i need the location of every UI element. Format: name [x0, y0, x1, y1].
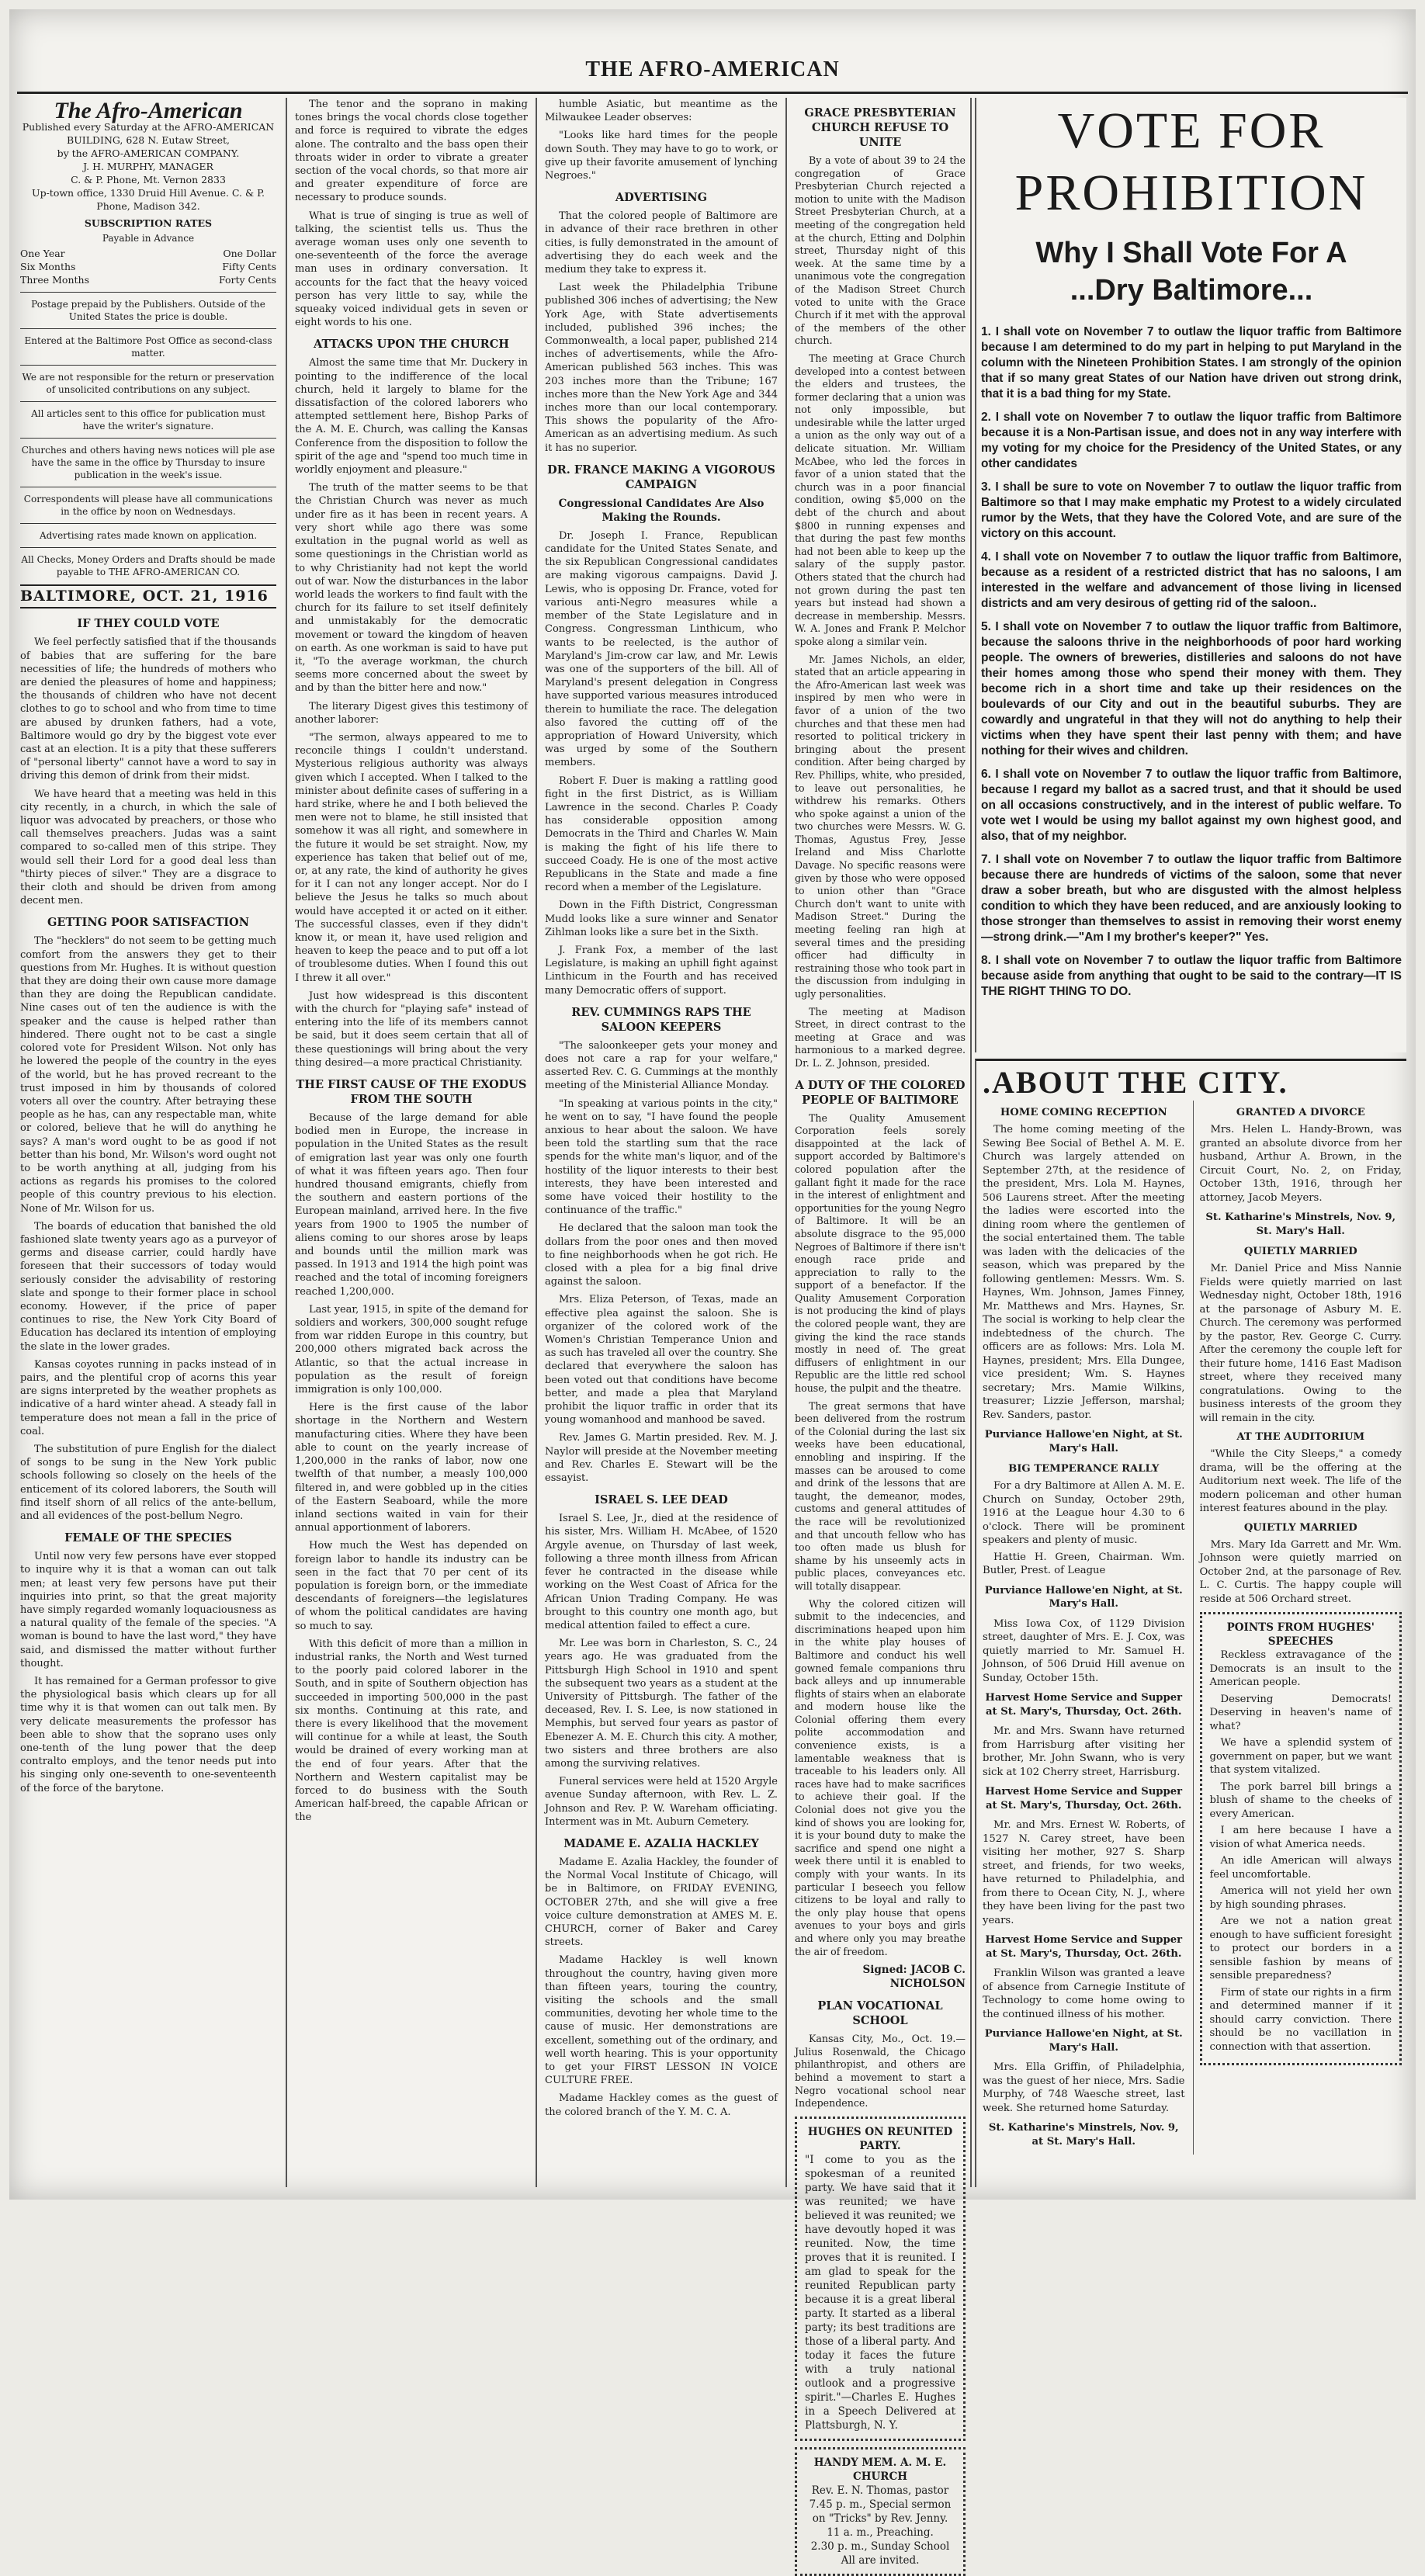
- article-paragraph: Robert F. Duer is making a rattling good fight in the first District, as is William Lawrence in the second. Charles P. Coady has considerable opposition among Democrats in the Third and Charles W. Main is making the fight of his life there to succeed Coady. He is one of the most active Republicans in the State and made a fine record when a member of the Legislature.: [545, 775, 778, 894]
- column-4-articles: [795, 106, 966, 2110]
- masthead-notice: Entered at the Baltimore Post Office as second-class matter.: [24, 335, 272, 359]
- points-box-item: America will not yield her own by high sounding phrases.: [1209, 1885, 1392, 1911]
- rate-price: Fifty Cents: [222, 261, 276, 273]
- top-rule: [17, 92, 1408, 94]
- article-subhead: Congressional Candidates Are Also Making the Rounds.: [558, 497, 765, 524]
- article-paragraph: What is true of singing is true as well of talking, the scientist tells us. Thus the average woman uses only one seventh to one-seventeenth of the force the average man uses in ordinary conversation. It accounts for the fact that the heavy voiced person has very little to say, while the squeaky voiced individual gets in seven or eight words to his one.: [295, 210, 528, 329]
- article-paragraph: "The sermon, always appeared to me to reconcile things I couldn't understand. Mysterious religious authority was always given which I accepted. When I talked to the minister about definite cases of suffering in a hard strike, where he and I both believed the men were not to blame, he still insisted that somehow it was all right, and somewhere in the future it would be set straight. Now, my experience has taken that belief out of me, or, at any rate, the kind of authority he gives for it I can not any longer accept. Nor do I believe the Jesus he talks so much about would have accepted it or acted on it either. The successful classes, even if they didn't know it, or mean it, have used religion and heaven to keep the peace and to put off a lot of troublesome duties. When I found this out I threw it all over.": [295, 731, 528, 984]
- masthead-notice: Advertising rates made known on application.: [39, 530, 258, 542]
- article-headline: FEMALE OF THE SPECIES: [64, 1531, 232, 1545]
- subscription-title: SUBSCRIPTION RATES: [84, 217, 213, 230]
- points-box-item: Deserving Democrats! Deserving in heaven's name of what?: [1209, 1693, 1392, 1732]
- article-paragraph: The Quality Amusement Corporation feels sorely disappointed at the lack of support accorded by Baltimore's colored population after the gallant fight it made for the race in the interest of enlightment and opportunities for the young Negro of Baltimore. It will be an absolute disgrace to the 95,000 Negroes of Baltimore if there isn't enough race pride and appreciation to rally to the support of a benefactor. If the Quality Amusement Corporation is not producing the kind of plays the colored people want, they are giving the kind the race stands mostly in need of. The great diffusers of enlightment in our Republic are the little red school house, the pulpit and the theatre.: [795, 1111, 966, 1395]
- column-divider: [785, 98, 787, 2187]
- article-headline: IF THEY COULD VOTE: [77, 617, 220, 631]
- about-notice: St. Katharine's Minstrels, Nov. 9, St. Mary's Hall.: [1205, 1212, 1396, 1237]
- about-notice: Purviance Hallowe'en Night, at St. Mary's Hall.: [984, 1584, 1183, 1610]
- about-notice: St. Katharine's Minstrels, Nov. 9, at St. Mary's Hall.: [988, 2122, 1179, 2148]
- about-paragraph: Mr. and Mrs. Ernest W. Roberts, of 1527 N. Carey street, have been visiting her mother, 927 S. Sharp street, and friends, for two weeks, have returned to Philadelphia, and from there to Ocean City, N. J., where they have been living for the past two years.: [983, 1819, 1185, 1926]
- article-paragraph: Kansas City, Mo., Oct. 19.—Julius Rosenwald, the Chicago philanthropist, and others are behind a movement to start a Negro vocational school near Independence.: [795, 2033, 966, 2110]
- masthead-line: C. & P. Phone, Mt. Vernon 2833: [71, 174, 226, 186]
- article-paragraph: "Looks like hard times for the people down South. They may have to go to work, or give up their favorite amusement of lynching Negroes.": [545, 130, 778, 182]
- rate-price: Forty Cents: [219, 274, 276, 286]
- article-paragraph: Mr. James Nichols, an elder, stated that an article appearing in the Afro-American last week was inspired by men who were in favor of a union of the two churches and that these men had resorted to political trickery in bringing about the present condition. After being charged by Rev. Phillips, white, who presided, to leave out personalities, he withdrew his remarks. Others who spoke against a union of the two churches were Messrs. W. G. Thomas, Agustus Frey, Jesse Ireland and Miss Charlotte Davage. No specific reasons were given by those who were opposed to union other than "Grace Church don't want to unite with Madison Street." During the meeting feeling ran high at several times and the presiding officer had difficulty in restraining those who took part in the discussion from indulging in ugly personalities.: [795, 653, 966, 1000]
- about-paragraph: Franklin Wilson was granted a leave of absence from Carnegie Institute of Technology to come home owing to the continued illness of his mother.: [983, 1968, 1185, 2020]
- notice-rule: [20, 365, 276, 366]
- article-paragraph: Just how widespread is this discontent with the church for "playing safe" instead of entering into the life of its members cannot be said, but it does seem certain that all of these questionings will bring about the very thing desired—a more practical Christianity.: [295, 990, 528, 1069]
- article-headline: MADAME E. AZALIA HACKLEY: [563, 1836, 759, 1850]
- article-paragraph: With this deficit of more than a million in industrial ranks, the North and West turned to the poorly paid colored laborer in the South, and in spite of Southern objection has succeeded in importing 500,000 in the past six months. Continuing at this rate, and there is every likelihood that the movement will continue for a while at least, the South would be drained of every working man at the end of four years. After that the Northern and Western capitalist may be forced to do business with the South American half-breed, the capable African or the: [295, 1638, 528, 1824]
- article-paragraph: Why the colored citizen will submit to the indecencies, and discriminations heaped upon him in the white play houses of Baltimore and conduct his well gowned female companions thru back alleys and up innumerable flights of stairs when an elaborate and modern house like the Colonial offering them every polite accommodation and convenience exists, is a lamentable weakness that is traceable to his leaders only. All races have had to make sacrifices to achieve their goal. If the Colonial does not give you the kind of shows you are looking for, it is your bound duty to make the sacrifice and spend one night a week there until it is enabled to comply with your wants. In its particular I beseech you fellow citizens to be loyal and rally to the only play house that opens avenues to your boys and girls and where only you may breathe the air of freedom.: [795, 1597, 966, 1957]
- rate-row: [20, 273, 276, 286]
- masthead-notice: Correspondents will please have all communications in the office by noon on Wednesdays.: [23, 494, 273, 518]
- article-paragraph: The substitution of pure English for the dialect of songs to be sung in the New York public schools following so closely on the heels of the enticement of its colored laborers, the South will find itself shorn of all relics of the ante-bellum, and all evidences of the post-bellum Negro.: [20, 1443, 276, 1522]
- about-headline: QUIETLY MARRIED: [1243, 1246, 1357, 1257]
- hughes-box-title: HUGHES ON REUNITED PARTY.: [807, 2125, 953, 2152]
- newspaper-banner: THE AFRO-AMERICAN: [585, 57, 840, 81]
- about-headline: GRANTED A DIVORCE: [1236, 1107, 1365, 1118]
- article-headline: REV. CUMMINGS RAPS THE SALOON KEEPERS: [571, 1005, 751, 1034]
- article-paragraph: Almost the same time that Mr. Duckery in pointing to the indifference of the local church, held it largely to blame for the dissatisfaction of the colored laborers who attempted settlement here, Bishop Parks of the A. M. E. Church, was calling the Kansas Conference from the disposition to follow the spirit of the age and "spend too much time in worldly enjoyment and pleasure.": [295, 357, 528, 477]
- article-paragraph: He declared that the saloon man took the dollars from the poor ones and then moved to fine neighborhoods when he got rich. He closed with a plea for a big final drive against the saloon.: [545, 1222, 778, 1288]
- about-paragraph: Mr. Daniel Price and Miss Nannie Fields were quietly married on last Wednesday night, October 18th, 1916 at the parsonage of Asbury M. E. Church. The ceremony was performed by the pastor, Rev. George C. Curry. After the ceremony the couple left for their future home, 1416 East Madison street, where they received many congratulations. Owing to the business interests of the groom they will remain in the city.: [1199, 1263, 1402, 1424]
- article-paragraph: Mrs. Eliza Peterson, of Texas, made an effective plea against the saloon. She is organizer of the colored work of the Women's Christian Temperance Union and as such has traveled all over the country. She declared that everywhere the saloon has been voted out that conditions have become better, and made a plea that Maryland prohibit the liquor traffic in order that its young womanhood and manhood be saved.: [545, 1294, 778, 1427]
- about-headline: HOME COMING RECEPTION: [1000, 1107, 1167, 1118]
- article-paragraph: Madame Hackley is well known throughout the country, having given more than fifteen years, touring the country, visiting the schools and the small communities, devoting her whole time to the cause of music. Her demonstrations are excellent, something out of the ordinary, and well worth hearing. This is your opportunity to get your FIRST LESSON IN VOICE CULTURE FREE.: [545, 1954, 778, 2087]
- handy-church-box: [795, 2447, 966, 2576]
- about-notice: Purviance Hallowe'en Night, at St. Mary's Hall.: [984, 1429, 1183, 1454]
- why-line-2: ...Dry Baltimore...: [1070, 274, 1313, 307]
- about-paragraph: Mrs. Helen L. Handy-Brown, was granted an absolute divorce from her husband, Arthur A. Brown, in the Circuit Court, No. 2, on Friday, October 13th, 1916, through her attorney, Jacob Meyers.: [1199, 1124, 1402, 1204]
- vote-reason-item: 2. I shall vote on November 7 to outlaw the liquor traffic from Baltimore because it is a Non-Partisan issue, and does not in any way interfere with my voting for my choice for the Presidency of the United States, or any other candidates: [981, 411, 1402, 470]
- column-2: [295, 98, 528, 2187]
- subscription-rates: [20, 247, 276, 286]
- masthead-notice: Postage prepaid by the Publishers. Outside of the United States the price is double.: [31, 299, 265, 323]
- masthead-line: Published every Saturday at the AFRO-AMERICAN BUILDING, 628 N. Eutaw Street,: [22, 121, 275, 147]
- article-paragraph: Funeral services were held at 1520 Argyle avenue Sunday afternoon, with Rev. L. Z. Johnson and Rev. P. W. Wareham officiating. Interment was in Mt. Auburn Cemetery.: [545, 1776, 778, 1828]
- vote-reason-item: 7. I shall vote on November 7 to outlaw the liquor traffic from Baltimore because there are hundreds of victims of the saloon, some that never draw a sober breath, but who are disgusted with the almost helpless condition to which they have been reduced, and are anxiously looking to those stronger than themselves to assist in removing their worst enemy—strong drink.—"Am I my brother's keeper?" Yes.: [981, 853, 1402, 944]
- hughes-box: [795, 2117, 966, 2441]
- column-3: [545, 98, 778, 2187]
- article-paragraph: Israel S. Lee, Jr., died at the residence of his sister, Mrs. William H. McAbee, of 1520 Argyle avenue, on Thursday of last week, following a three month illness from African fever he contracted in the disease while working on the West Coast of Africa for the African Union Trading Company. He was brought to this country one month ago, but medical attention failed to effect a cure.: [545, 1513, 778, 1631]
- about-notice: Purviance Hallowe'en Night, at St. Mary's Hall.: [984, 2028, 1183, 2054]
- masthead-title: The Afro-American: [54, 98, 243, 123]
- article-headline: GRACE PRESBYTERIAN CHURCH REFUSE TO UNITE: [804, 106, 956, 149]
- article-paragraph: We have heard that a meeting was held in this city recently, in a church, in which the sale of liquor was advocated by preachers, or those who call themselves preachers. Judas was a saint compared to so-called men of this stripe. They would sell their Lord for a good deal less than "thirty pieces of silver." They are a disgrace to their cloth and should be driven from among decent men.: [20, 788, 276, 907]
- about-paragraph: Miss Iowa Cox, of 1129 Division street, daughter of Mrs. E. J. Cox, was quietly married to Mr. Samuel H. Johnson, of 506 Druid Hill avenue on Sunday, October 15th.: [983, 1617, 1185, 1684]
- article-paragraph: We feel perfectly satisfied that if the thousands of babies that are suffering for the bare necessities of life; the hundreds of mothers who are denied the pleasures of home and happiness; the thousands of children who have not decent clothes to go to school and who from time to time are abused by drunken fathers, had a vote, Baltimore would go dry by the biggest vote ever cast at an election. It is a pity that these sufferers of "personal liberty" cannot have a word to say in driving this demon of drink from their midst.: [20, 636, 276, 782]
- column-4: [795, 98, 966, 2567]
- about-paragraph: Mr. and Mrs. Swann have returned from Harrisburg after visiting her brother, Mr. John Swann, who is very sick at 102 Cherry street, Harrisburg.: [983, 1725, 1185, 1778]
- points-box-item: An idle American will always feel uncomfortable.: [1209, 1855, 1392, 1881]
- article-paragraph: How much the West has depended on foreign labor to handle its industry can be seen in the fact that 70 per cent of its population is foreign born, or the immediate descendants of foreigners—the legislatures of whom the political candidates are having so much to say.: [295, 1540, 528, 1632]
- article-headline: GETTING POOR SATISFACTION: [47, 916, 249, 930]
- handy-line: 2.30 p. m., Sunday School: [810, 2540, 950, 2553]
- article-paragraph: Last year, 1915, in spite of the demand for soldiers and workers, 300,000 sought refuge from war ridden Europe in this country, but 200,000 others migrated back across the Atlantic, so that the actual increase in population as the result of foreign immigration is only 100,000.: [295, 1303, 528, 1396]
- article-paragraph: Here is the first cause of the labor shortage in the Northern and Western manufacturing cities. Where they have been able to count on the yearly increase of 1,200,000 in the ranks of labor, now one twelfth of that number, a measly 100,000 filtered in, and were gobbled up in the cities of the Eastern Seaboard, while the more inland sections waited in vain for their annual apportionment of laborers.: [295, 1402, 528, 1534]
- rate-row: [20, 260, 276, 273]
- article-paragraph: It has remained for a German professor to give the physiological basis which clears up for all time why it is that women can out talk men. By very delicate measurements the professor has been able to show that the soprano uses only one-tenth of the lung power that the deep contralto employs, and the tenor needs put into his singing only one-seventh to one-seventeenth of the force of the barytone.: [20, 1676, 276, 1794]
- article-paragraph: Dr. Joseph I. France, Republican candidate for the United States Senate, and the six Republican Congressional candidates are making vigorous campaigns. David J. Lewis, who is opposing Dr. France, voted for various anti-Negro measures while a member of the State Legislature and in Congress. Congressman Linthicum, who wants to be reelected, is the author of Maryland's Jim-crow car law, and Mr. Lewis was one of the supporters of the bill. All of Maryland's present delegation in Congress have supported various measures introduced therein to humiliate the race. The delegation also favored the cutting off of the appropriation of Howard University, which was urged by some of the Southern members.: [545, 529, 778, 769]
- vote-reason-item: 4. I shall vote on November 7 to outlaw the liquor traffic from Baltimore, because as a resident of a restricted district that has no saloons, I am interested in the welfare and advancement of those living in licensed districts and am very desirous of getting rid of the saloon..: [981, 550, 1402, 610]
- article-paragraph: The literary Digest gives this testimony of another laborer:: [295, 700, 528, 726]
- notice-rule: [20, 292, 276, 293]
- masthead-line: J. H. MURPHY, MANAGER: [83, 161, 213, 173]
- notice-rule: [20, 523, 276, 524]
- vote-reason-item: 5. I shall vote on November 7 to outlaw the liquor traffic from Baltimore, because the saloons thrive in the neighborhoods of poor hard working people. The owners of breweries, distilleries and saloons do not have their homes among those who spend their money with them. They become rich in a short time and take up their residences on the boulevards of our City and out in the beautiful suburbs. They are cowardly and ungrateful in that they will not do anything to help their victims when they have spent their last penny with them; and have nothing for their wives and children.: [981, 620, 1402, 758]
- rate-term: Three Months: [20, 274, 89, 286]
- article-headline: PLAN VOCATIONAL SCHOOL: [817, 1999, 943, 2028]
- points-box-item: Are we not a nation great enough to have sufficient foresight to protect our borders in a sensible fashion by means of sensible preparedness?: [1209, 1916, 1392, 1981]
- notice-rule: [20, 328, 276, 329]
- article-paragraph: Because of the large demand for able bodied men in Europe, the increase in population in the United States as the result of emigration last year was only one fourth of what it was fifteen years ago. Then four hundred thousand emigrants, chiefly from the southern and eastern portions of the European mainland, arrived here. In the five years from 1900 to 1905 the number of aliens coming to our shores arose by leaps and bounds until the million mark was passed. In 1913 and 1914 the high point was reached and the total of incoming foreigners reached 1,200,000.: [295, 1112, 528, 1298]
- about-notice: Harvest Home Service and Supper at St. Mary's, Thursday, Oct. 26th.: [985, 1934, 1183, 1960]
- handy-line: 7.45 p. m., Special sermon on "Tricks" by Rev. Jenny.: [809, 2498, 952, 2525]
- article-paragraph: The meeting at Grace Church developed into a contest between the elders and trustees, the former declaring that a union was not only impossible, but undesirable while the latter urged a union as the only way out of a delicate situation. Mr. William McAbee, who led the forces in favor of a union stated that the church was in a poor financial condition, owing $5,000 on the debt of the church and about $800 in running expenses and that during the past few months had not been able to keep up the salary of the supply pastor. Others stated that the church had not grown during the past ten years but instead had shown a decrease in membership. Messrs. W. A. Jones and Frank P. Melchor spoke along a similar vein.: [795, 352, 966, 647]
- article-paragraph: Mr. Lee was born in Charleston, S. C., 24 years ago. He was graduated from the Pittsburgh High School in 1910 and spent the subsequent two years as a student at the University of Pittsburgh. The father of the deceased, Rev. I. S. Lee, is now stationed in Memphis, but served four years as pastor of Ebenezer A. M. E. Church this city. A mother, two sisters and three brothers are also among the surviving relatives.: [545, 1638, 778, 1770]
- about-paragraph: Mrs. Mary Ida Garrett and Mr. Wm. Johnson were quietly married on October 2nd, at the parsonage of Rev. L. C. Curtis. The happy couple will reside at 506 Orchard street.: [1199, 1538, 1402, 1605]
- notice-rule: [20, 547, 276, 548]
- article-paragraph: Madame E. Azalia Hackley, the founder of the Normal Vocal Institute of Chicago, will be in Baltimore, on FRIDAY EVENING, OCTOBER 27th, and she will give a free voice culture demonstration at AMES M. E. CHURCH, corner of Baker and Carey streets.: [545, 1856, 778, 1949]
- rate-term: One Year: [20, 248, 65, 260]
- dateline: BALTIMORE, OCT. 21, 1916: [20, 584, 276, 608]
- column-divider: [970, 98, 972, 2187]
- about-headline: QUIETLY MARRIED: [1243, 1521, 1357, 1534]
- rate-row: [20, 247, 276, 260]
- vote-reason-item: 3. I shall be sure to vote on November 7 to outlaw the liquor traffic from Baltimore so that I may make emphatic my Protest to a widely circulated rumor by the Wets, that they have the Colored Vote, and are sure of the victory on this account.: [981, 480, 1402, 540]
- masthead-notice: Churches and others having news notices will ple ase have the same in the office by Thursday to insure publication in the week's issue.: [21, 445, 276, 481]
- article-paragraph: Rev. James G. Martin presided. Rev. M. J. Naylor will preside at the November meeting and Rev. Charles E. Stewart will be the essayist.: [545, 1432, 778, 1485]
- article-paragraph: That the colored people of Baltimore are in advance of their race brethren in other cities, is fully demonstrated in the amount of advertising they do each week and the medium they take to express it.: [545, 210, 778, 276]
- notice-rule: [20, 401, 276, 402]
- article-paragraph: Last week the Philadelphia Tribune published 306 inches of advertising; the New York Age, with State advertisements included, published 396 inches; the Commonwealth, a local paper, published 214 inches of advertisements, while the Afro-American published 563 inches. This was 203 inches more than the Tribune; 167 inches more than the New York Age and 344 inches more than our local contemporary. This shows the popularity of the Afro-American as an advertising medium. As such it has no superior.: [545, 282, 778, 454]
- article-paragraph: "In speaking at various points in the city," he went on to say, "I have found the people anxious to hear about the saloon. We have been told the startling sum that the race spends for the white man's liquor, and of the hostility of the liquor interests to their best interests, they have been interested and some have voiced their hostility to the continuance of the traffic.": [545, 1097, 778, 1217]
- article-paragraph: J. Frank Fox, a member of the last Legislature, is making an uphill fight against Linthicum in the Fourth and has received many Democratic offers of support.: [545, 944, 778, 997]
- handy-line: All are invited.: [841, 2553, 920, 2567]
- handy-line: Rev. E. N. Thomas, pastor: [811, 2484, 949, 2497]
- about-the-city-title: .ABOUT THE CITY.: [983, 1065, 1288, 1100]
- article-signature: Signed: JACOB C. NICHOLSON: [862, 1964, 966, 1991]
- vote-reason-item: 1. I shall vote on November 7 to outlaw the liquor traffic from Baltimore because I am determined to do my part in helping to put Maryland in the column with the Nineteen Prohibition States. I am strongly of the opinion that if so many great States of our Nation have driven out strong drink, that it is a bad thing for my State.: [981, 325, 1402, 400]
- vote-for-prohibition-ad: [975, 98, 1406, 1052]
- about-paragraph: The home coming meeting of the Sewing Bee Social of Bethel A. M. E. Church was largely attended on September 27th, at the residence of the president, Mrs. Lola M. Haynes, 506 Laurens street. After the meeting the ladies were escorted into the dining room where the gentlemen of the social entertained them. The table was laden with the delicacies of the season, which was prepared by the following gentlemen: Messrs. Wm. S. Haynes, Wm. Johnson, James Finney, Mr. Matthews and Mrs. Haynes, Sr. The social is working to help clear the indebtedness of the church. The officers are as follows: Mrs. Lola M. Haynes, president; Mrs. Ella Dungee, vice president; Wm. S. Haynes secretary; Mrs. Mamie Wilkins, treasurer; Lizzie Jefferson, marshal; Rev. Sanders, pastor.: [983, 1124, 1185, 1421]
- vote-title-line-2: PROHIBITION: [1014, 165, 1368, 221]
- about-the-city-section: [975, 1059, 1406, 2187]
- about-paragraph: For a dry Baltimore at Allen A. M. E. Church on Sunday, October 29th, 1916 at the League hour 4.30 to 6 o'clock. There will be prominent speakers and plenty of music.: [983, 1480, 1185, 1546]
- about-paragraph: Mrs. Ella Griffin, of Philadelphia, was the guest of her niece, Mrs. Sadie Murphy, of 748 Waesche street, last week. She returned home Saturday.: [983, 2061, 1185, 2114]
- points-from-hughes-box: [1200, 1612, 1402, 2065]
- points-box-item: We have a splendid system of government on paper, but we want that system vitalized.: [1209, 1737, 1392, 1776]
- about-left-column: [983, 1101, 1185, 2155]
- article-headline: DR. FRANCE MAKING A VIGOROUS CAMPAIGN: [547, 463, 775, 491]
- hughes-box-text: "I come to you as the spokesman of a reunited party. We have said that it was reunited; we have believed it was reunited; we have devoutly hoped it was reunited. Now, the time proves that it is reunited. I am glad to speak for the reunited Republican party because it is a great liberal party. It started as a liberal party; its best traditions are those of a liberal party. And today it faces the future with a truly national outlook and a progressive spirit."—Charles E. Hughes in a Speech Delivered at Plattsburgh, N. Y.: [805, 2153, 955, 2432]
- points-box-item: The pork barrel bill brings a blush of shame to the cheeks of every American.: [1209, 1780, 1392, 1820]
- about-notice: Harvest Home Service and Supper at St. Mary's, Thursday, Oct. 26th.: [985, 1786, 1183, 1812]
- subscription-sub: Payable in Advance: [102, 233, 195, 244]
- rate-term: Six Months: [20, 261, 76, 273]
- article-paragraph: Madame Hackley comes as the guest of the colored branch of the Y. M. C. A.: [545, 2092, 778, 2118]
- handy-box-title: HANDY MEM. A. M. E. CHURCH: [813, 2456, 947, 2483]
- article-paragraph: Kansas coyotes running in packs instead of in pairs, and the plentiful crop of acorns this year are signs interpreted by the weather prophets as indicative of a hard winter ahead. A steady fall in temperature does not mean a fall in the price of coal.: [20, 1358, 276, 1437]
- masthead-notice: We are not responsible for the return or preservation of unsolicited contributions on any subject.: [22, 372, 275, 396]
- about-columns: [983, 1101, 1402, 2155]
- newspaper-page: [9, 9, 1416, 2567]
- why-line-1: Why I Shall Vote For A: [1035, 237, 1347, 269]
- vote-reason-item: 8. I shall vote on November 7 to outlaw the liquor traffic from Baltimore because aside from anything that ought to be said to the contrary—IT IS THE RIGHT THING TO DO.: [981, 954, 1402, 998]
- article-paragraph: Down in the Fifth District, Congressman Mudd looks like a sure winner and Senator Zihlman looks like a sure bet in the Sixth.: [545, 900, 778, 938]
- points-box-title: POINTS FROM HUGHES' SPEECHES: [1226, 1621, 1375, 1648]
- masthead-line: Up-town office, 1330 Druid Hill Avenue. C. & P. Phone, Madison 342.: [32, 187, 265, 213]
- article-paragraph: The "hecklers" do not seem to be getting much comfort from the answers they get to their questions from Mr. Hughes. It is without question that they are doing their own cause more damage than they are doing the Republican candidate. Nine cases out of ten the audience is with the speaker and the cause is helped rather than hindered. There ought not to be cast a single colored vote for President Wilson. Not only has he lowered the people of the country in the eyes of the world, but he has proved recreant to the trust imposed in him by thousands of colored voters all over the country. After betraying these people as he has, can any respectable man, white or colored, believe that he will do anything he says? A man's word ought to be as good if not better than his bond, Mr. Wilson's word ought not to be worth anything at all, judging from his actions as regards his promises to the colored people of this country previous to his election. None of Mr. Wilson for us.: [20, 935, 276, 1215]
- column-1: [20, 98, 276, 2187]
- masthead-line: by the AFRO-AMERICAN COMPANY.: [57, 147, 240, 160]
- article-paragraph: The truth of the matter seems to be that the Christian Church was never as much under fire as it has been in recent years. A very short while ago there was some exultation in the pugnal world as well as some questionings in the Christian world as to why Christianity had not kept the world out of war. Now the disturbances in the labor world leads the workers to find fault with the church for its failure to set itself definitely and unmistakably for the democratic movement or toward the kingdom of heaven on earth. As one workman is said to have put it, "To the average workman, the church seems more concerned about the sweet by and by than the bitter here and now.": [295, 482, 528, 695]
- handy-box-lines: [805, 2484, 955, 2567]
- rate-price: One Dollar: [223, 248, 276, 260]
- about-right-column: [1193, 1101, 1402, 2155]
- article-paragraph: The great sermons that have been delivered from the rostrum of the Colonial during the last six weeks have been educational, ennobling and inspiring. If the masses can be aroused to come and drink of the lessons that are taught, the demeanor, modes, customs and general attitudes of the race will be revolutionized and that uncouth fellow who has too often made us blush for shame by his unseemly acts in public places, conveyances etc. will totally disappear.: [795, 1399, 966, 1592]
- about-headline: AT THE AUDITORIUM: [1236, 1431, 1365, 1443]
- notice-rule: [20, 438, 276, 439]
- handy-line: 11 a. m., Preaching.: [827, 2526, 934, 2539]
- article-headline: THE FIRST CAUSE OF THE EXODUS FROM THE SOUTH: [296, 1078, 527, 1107]
- article-headline: A DUTY OF THE COLORED PEOPLE OF BALTIMORE: [795, 1078, 966, 1107]
- article-paragraph: The boards of education that banished the old fashioned slate twenty years ago as a purveyor of germs and disease carrier, could hardly have foreseen that their successors of today would seriously consider the advisability of restoring slate and sponge to their former place in school economy. However, if the price of paper continues to rise, the New York City Board of Education has declared its intention of employing the slate in the lower grades.: [20, 1220, 276, 1353]
- points-box-item: Firm of state our rights in a firm and determined manner if it should carry conviction. There should be no vacillation in connection with that assertion.: [1209, 1986, 1392, 2053]
- article-paragraph: The meeting at Madison Street, in direct contrast to the meeting at Grace and was harmonious to a marked degree. Dr. L. Z. Johnson, presided.: [795, 1005, 966, 1069]
- masthead-notice: All Checks, Money Orders and Drafts should be made payable to THE AFRO-AMERICAN CO.: [21, 554, 276, 578]
- vote-reason-item: 6. I shall vote on November 7 to outlaw the liquor traffic from Baltimore, because I regard my ballot as a sacred trust, and that it should be used on all occasions constructively, and in the interest of public welfare. To vote wet I would be using my ballot against my own highest good, and also, that of my neighbor.: [981, 768, 1402, 843]
- article-paragraph: By a vote of about 39 to 24 the congregation of Grace Presbyterian Church rejected a motion to unite with the Madison Street Presbyterian Church, at a meeting of the congregation held at the church, Etting and Dolphin street, Thursday night of this week. At the same time by a unanimous vote the congregation of the Madison Street Church voted to unite with the Grace Church if it met with the approval of the members of the other church.: [795, 154, 966, 347]
- why-vote-heading: [981, 234, 1402, 309]
- about-paragraph: Hattie H. Green, Chairman. Wm. Butler, Prest. of League: [983, 1551, 1185, 1576]
- about-headline: BIG TEMPERANCE RALLY: [1008, 1463, 1160, 1475]
- article-headline: ATTACKS UPON THE CHURCH: [314, 338, 509, 352]
- column-divider: [536, 98, 537, 2187]
- article-headline: ADVERTISING: [615, 191, 708, 205]
- about-notice: Harvest Home Service and Supper at St. Mary's, Thursday, Oct. 26th.: [985, 1692, 1183, 1718]
- article-paragraph: The tenor and the soprano in making tones brings the vocal chords close together and force is required to vibrate the edges alone. The contralto and the bass open their throats wider in order to vibrate a greater section of the vocal chords, so that more air and greater expenditure of force are necessary to produce sounds.: [295, 99, 528, 204]
- about-paragraph: "While the City Sleeps," a comedy drama, will be the offering at the Auditorium next week. The life of the modern policeman and other human interest features abound in the play.: [1199, 1448, 1402, 1514]
- column-1-articles: [20, 616, 276, 1794]
- vote-title-line-1: VOTE FOR: [1057, 102, 1326, 159]
- article-paragraph: Until now very few persons have ever stopped to inquire why it is that a woman can out talk men; at least very few persons have put their inquiries into print, so that the great majority have simply regarded womanly loquaciousness as a natural quality of the female of the species. "A woman is bound to have the last word," they have said, and dismissed the matter without further thought.: [20, 1551, 276, 1669]
- points-box-item: I am here because I have a vision of what America needs.: [1209, 1825, 1392, 1850]
- points-box-item: Reckless extravagance of the Democrats is an insult to the American people.: [1209, 1649, 1392, 1688]
- masthead-notices: [20, 292, 276, 578]
- article-headline: ISRAEL S. LEE DEAD: [595, 1493, 728, 1507]
- masthead-notice: All articles sent to this office for publication must have the writer's signature.: [31, 408, 265, 432]
- column-divider: [286, 98, 287, 2187]
- article-paragraph: humble Asiatic, but meantime as the Milwaukee Leader observes:: [545, 99, 778, 124]
- article-paragraph: "The saloonkeeper gets your money and does not care a rap for your welfare," asserted Rev. C. G. Cummings at the monthly meeting of the Ministerial Alliance Monday.: [545, 1039, 778, 1092]
- masthead-lines: [20, 120, 276, 213]
